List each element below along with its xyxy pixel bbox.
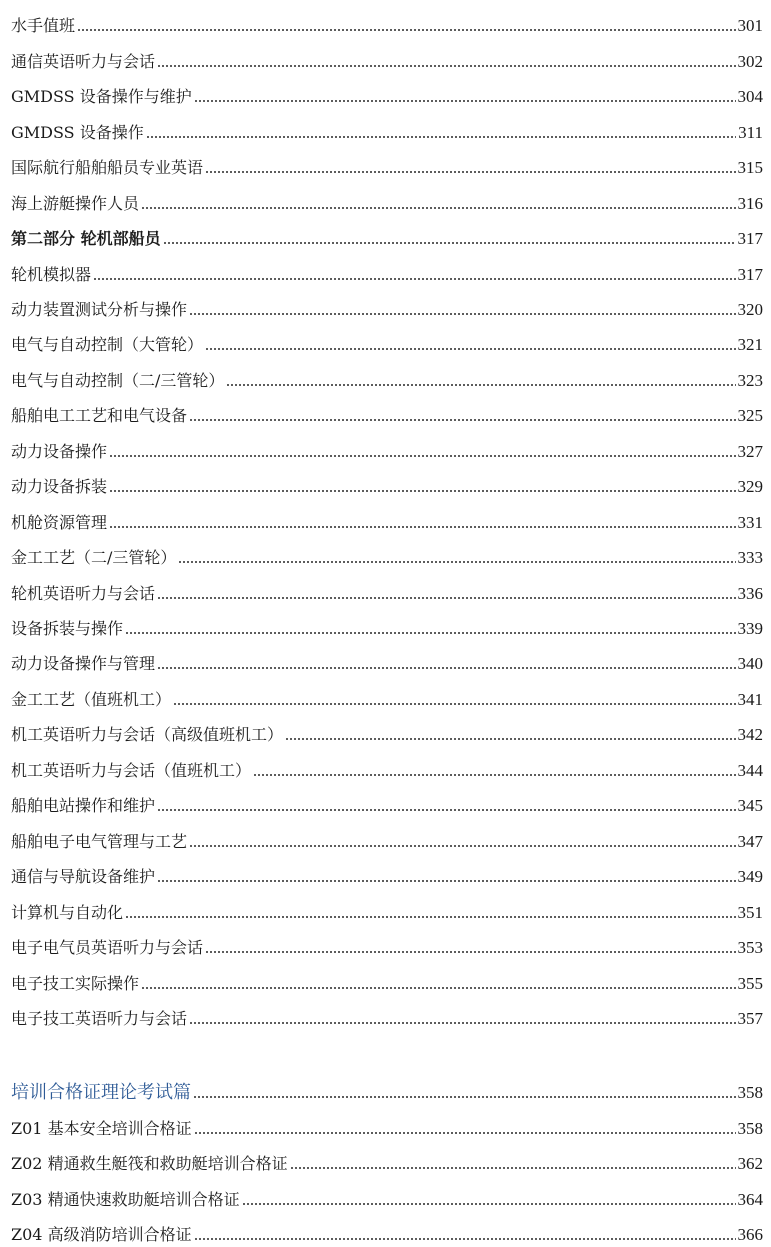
toc-entry-page-number: 342 [737, 725, 763, 744]
dot-leader [193, 1096, 736, 1098]
toc-entry-page-number: 344 [737, 761, 763, 780]
toc-entry-page-number: 331 [737, 513, 763, 532]
toc-entry[interactable] [11, 294, 763, 320]
toc-entry-title: 金工工艺（值班机工） [11, 690, 172, 709]
dot-leader [157, 667, 735, 669]
toc-entry-title: 动力设备拆装 [11, 477, 108, 496]
toc-entry-title: Z04 高级消防培训合格证 [11, 1225, 192, 1244]
toc-entry-page-number: 351 [737, 903, 763, 922]
toc-entry-title: 船舶电工工艺和电气设备 [11, 406, 188, 425]
toc-entry-page-number: 302 [737, 52, 763, 71]
toc-entry-title: 轮机模拟器 [11, 265, 92, 284]
toc-entry-page-number: 364 [737, 1190, 763, 1209]
dot-leader [157, 809, 735, 811]
toc-entry-page-number: 358 [737, 1083, 763, 1102]
toc-entry-page-number: 320 [737, 300, 763, 319]
toc-entry[interactable] [11, 81, 763, 107]
toc-entry[interactable] [11, 152, 763, 178]
toc-entry-page-number: 315 [737, 158, 763, 177]
toc-entry[interactable] [11, 613, 763, 639]
toc-entry-title: 轮机英语听力与会话 [11, 584, 156, 603]
dot-leader [125, 632, 735, 634]
toc-entry-title: Z02 精通救生艇筏和救助艇培训合格证 [11, 1154, 288, 1173]
toc-entry-title: 机舱资源管理 [11, 513, 108, 532]
toc-entry-title: GMDSS 设备操作与维护 [11, 87, 192, 106]
dot-leader [77, 29, 735, 31]
dot-leader [205, 951, 735, 953]
toc-entry-page-number: 304 [737, 87, 763, 106]
toc-entry-title: 设备拆装与操作 [11, 619, 124, 638]
toc-entry[interactable] [11, 1113, 763, 1139]
toc-entry-page-number: 358 [737, 1119, 763, 1138]
dot-leader [285, 738, 735, 740]
toc-entry[interactable] [11, 932, 763, 958]
dot-leader [173, 703, 735, 705]
dot-leader [194, 1238, 736, 1240]
toc-entry-page-number: 349 [737, 867, 763, 886]
toc-entry-title: 机工英语听力与会话（值班机工） [11, 761, 252, 780]
dot-leader [157, 880, 735, 882]
dot-leader [157, 597, 735, 599]
dot-leader [253, 774, 735, 776]
dot-leader [205, 348, 735, 350]
toc-entry-page-number: 341 [737, 690, 763, 709]
toc-entry[interactable] [11, 968, 763, 994]
toc-entry-title: 水手值班 [11, 16, 76, 35]
toc-entry[interactable] [11, 400, 763, 426]
toc-entry-title: 动力设备操作与管理 [11, 654, 156, 673]
dot-leader [157, 65, 735, 67]
toc-entry-page-number: 345 [737, 796, 763, 815]
toc-entry-title: 动力装置测试分析与操作 [11, 300, 188, 319]
toc-entry[interactable] [11, 1184, 763, 1210]
toc-entry[interactable] [11, 329, 763, 355]
toc-entry-title: 海上游艇操作人员 [11, 194, 140, 213]
toc-entry-title: 国际航行船舶船员专业英语 [11, 158, 204, 177]
dot-leader [189, 1022, 735, 1024]
dot-leader [226, 384, 735, 386]
toc-entry-page-number: 333 [737, 548, 763, 567]
toc-entry[interactable] [11, 790, 763, 816]
toc-section-heading[interactable] [11, 223, 763, 249]
dot-leader [290, 1167, 736, 1169]
dot-leader [242, 1203, 736, 1205]
toc-entry-title: 电子技工英语听力与会话 [11, 1009, 188, 1028]
dot-leader [194, 100, 736, 102]
toc-entry[interactable] [11, 1219, 763, 1245]
toc-entry-page-number: 339 [737, 619, 763, 638]
toc-entry[interactable] [11, 507, 763, 533]
toc-entry[interactable] [11, 684, 763, 710]
toc-entry-page-number: 340 [737, 654, 763, 673]
toc-entry-page-number: 355 [737, 974, 763, 993]
toc-entry-title: Z01 基本安全培训合格证 [11, 1119, 192, 1138]
toc-entry[interactable] [11, 1148, 763, 1174]
toc-entry[interactable] [11, 365, 763, 391]
toc-entry-title: 电气与自动控制（大管轮） [11, 335, 204, 354]
toc-entry-page-number: 329 [737, 477, 763, 496]
toc-entry[interactable] [11, 897, 763, 923]
dot-leader [194, 1132, 736, 1134]
toc-entry-title: 船舶电站操作和维护 [11, 796, 156, 815]
toc-chapter-heading[interactable] [11, 1077, 763, 1103]
toc-entry-page-number: 321 [737, 335, 763, 354]
toc-entry-title: 第二部分 轮机部船员 [11, 229, 161, 248]
dot-leader [141, 207, 735, 209]
toc-entry[interactable] [11, 755, 763, 781]
toc-entry-title: 船舶电子电气管理与工艺 [11, 832, 188, 851]
toc-entry[interactable] [11, 542, 763, 568]
toc-entry-page-number: 347 [737, 832, 763, 851]
dot-leader [189, 313, 735, 315]
toc-entry-page-number: 362 [737, 1154, 763, 1173]
toc-entry[interactable] [11, 861, 763, 887]
toc-entry-title: 机工英语听力与会话（高级值班机工） [11, 725, 284, 744]
dot-leader [205, 171, 735, 173]
toc-entry-page-number: 327 [737, 442, 763, 461]
toc-entry[interactable] [11, 578, 763, 604]
toc-entry-title: 培训合格证理论考试篇 [11, 1082, 191, 1103]
toc-entry-page-number: 325 [737, 406, 763, 425]
toc-entry-page-number: 316 [737, 194, 763, 213]
dot-leader [109, 455, 735, 457]
dot-leader [178, 561, 735, 563]
toc-entry[interactable] [11, 1003, 763, 1029]
dot-leader [109, 490, 735, 492]
dot-leader [93, 278, 735, 280]
toc-entry-page-number: 323 [737, 371, 763, 390]
dot-leader [189, 419, 735, 421]
dot-leader [109, 526, 735, 528]
toc-entry-title: 金工工艺（二/三管轮） [11, 548, 177, 567]
toc-entry-page-number: 317 [737, 229, 763, 248]
toc-entry[interactable] [11, 259, 763, 285]
dot-leader [163, 242, 736, 244]
dot-leader [146, 136, 736, 138]
toc-entry-title: Z03 精通快速救助艇培训合格证 [11, 1190, 240, 1209]
dot-leader [125, 916, 735, 918]
toc-entry-title: GMDSS 设备操作 [11, 123, 144, 142]
toc-entry-title: 电子电气员英语听力与会话 [11, 938, 204, 957]
toc-entry[interactable] [11, 188, 763, 214]
dot-leader [189, 845, 735, 847]
toc-entry-title: 计算机与自动化 [11, 903, 124, 922]
toc-entry[interactable] [11, 826, 763, 852]
toc-entry-page-number: 336 [737, 584, 763, 603]
toc-entry-page-number: 353 [737, 938, 763, 957]
toc-entry-title: 动力设备操作 [11, 442, 108, 461]
toc-entry-title: 电子技工实际操作 [11, 974, 140, 993]
toc-entry-page-number: 301 [737, 16, 763, 35]
toc-entry[interactable] [11, 10, 763, 36]
toc-entry-page-number: 366 [737, 1225, 763, 1244]
toc-entry[interactable] [11, 436, 763, 462]
toc-entry-title: 通信英语听力与会话 [11, 52, 156, 71]
toc-entry-page-number: 311 [738, 123, 763, 142]
toc-entry[interactable] [11, 719, 763, 745]
toc-entry[interactable] [11, 117, 763, 143]
toc-entry[interactable] [11, 471, 763, 497]
toc-entry-page-number: 317 [737, 265, 763, 284]
toc-entry-title: 通信与导航设备维护 [11, 867, 156, 886]
toc-entry-page-number: 357 [737, 1009, 763, 1028]
dot-leader [141, 987, 735, 989]
toc-entry[interactable] [11, 648, 763, 674]
toc-entry-title: 电气与自动控制（二/三管轮） [11, 371, 225, 390]
toc-entry[interactable] [11, 46, 763, 72]
